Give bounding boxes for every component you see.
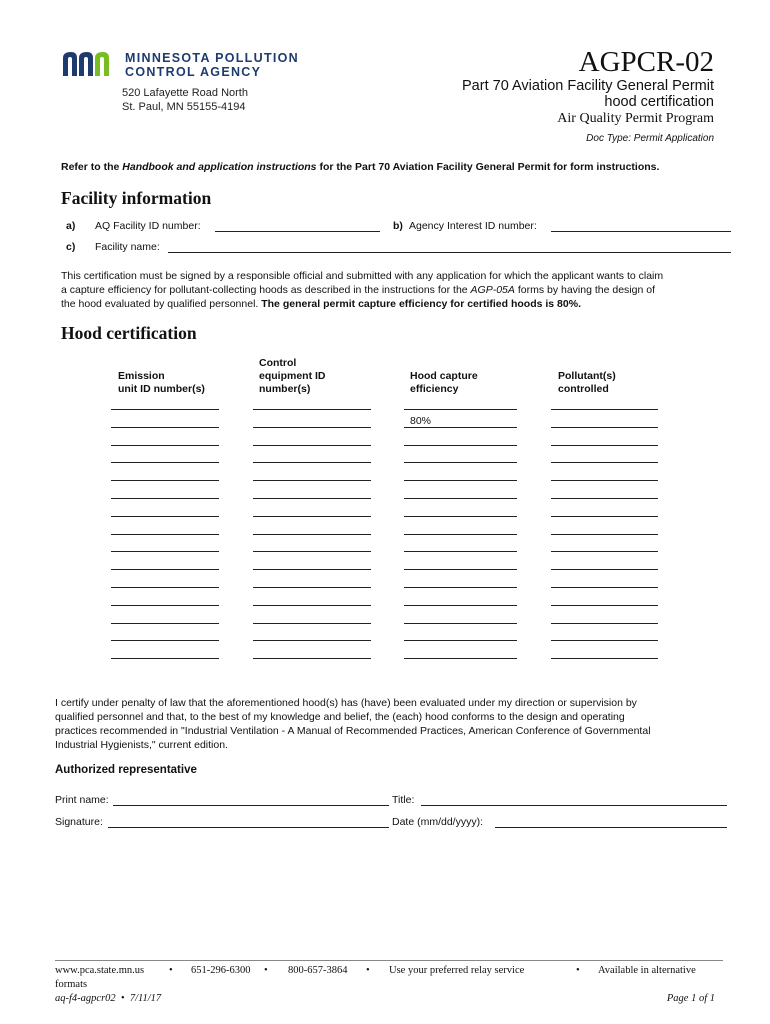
agency-interest-id-label: Agency Interest ID number: xyxy=(409,220,537,232)
capture-efficiency-input[interactable] xyxy=(404,427,517,428)
capture-efficiency-input[interactable] xyxy=(404,605,517,606)
emission-unit-input[interactable] xyxy=(111,427,219,428)
agency-name-line2: CONTROL AGENCY xyxy=(125,65,262,79)
facility-paragraph-line2: a capture efficiency for pollutant-collecting hoods as described in the instructions for the AGP-05A forms by having the design of xyxy=(61,284,655,296)
pollutant-input[interactable] xyxy=(551,587,658,588)
capture-efficiency-input[interactable] xyxy=(404,409,517,410)
facility-name-input[interactable] xyxy=(168,252,731,253)
control-equipment-input[interactable] xyxy=(253,409,371,410)
agency-name xyxy=(125,51,299,79)
footer-doc-code: aq-f4-agpcr02 • 7/11/17 xyxy=(55,993,162,1004)
agency-address xyxy=(122,86,248,114)
date-label: Date (mm/dd/yyyy): xyxy=(392,816,484,828)
pollutant-input[interactable] xyxy=(551,534,658,535)
pollutant-input[interactable] xyxy=(551,551,658,552)
pollutant-input[interactable] xyxy=(551,409,658,410)
capture-efficiency-input[interactable] xyxy=(404,640,517,641)
program-name: Air Quality Permit Program xyxy=(557,111,714,126)
capture-efficiency-input[interactable] xyxy=(404,445,517,446)
emission-unit-input[interactable] xyxy=(111,409,219,410)
control-equipment-input[interactable] xyxy=(253,587,371,588)
doc-type: Doc Type: Permit Application xyxy=(586,133,714,144)
print-name-input[interactable] xyxy=(113,805,389,806)
footer-bullet: • xyxy=(264,965,268,976)
control-equipment-input[interactable] xyxy=(253,445,371,446)
title-label: Title: xyxy=(392,794,415,806)
facility-name-label: Facility name: xyxy=(95,241,160,253)
aq-facility-id-input[interactable] xyxy=(215,231,380,232)
col-header-capture-efficiency: Hood capture efficiency xyxy=(410,370,478,395)
footer-divider xyxy=(55,960,723,961)
pollutant-input[interactable] xyxy=(551,658,658,659)
pollutant-input[interactable] xyxy=(551,498,658,499)
footer-phone1: 651-296-6300 xyxy=(191,965,251,976)
form-title-line1: Part 70 Aviation Facility General Permit xyxy=(462,78,714,94)
certification-statement: I certify under penalty of law that the aforementioned hood(s) has (have) been evaluated under my direction or supervision by qualified personnel and that, to the best of my knowledge and belief, the (each) hood conforms to the design and operating practices recommended in "Industrial Ventilation - A Manual of Recommended Practices, American Conference of Governmental Industrial Hygienists," current edition. xyxy=(55,697,651,751)
field-b-key: b) xyxy=(393,220,403,232)
default-efficiency-value: 80% xyxy=(410,415,432,427)
mpca-logo-icon xyxy=(61,50,121,78)
field-c-key: c) xyxy=(66,241,76,253)
pollutant-input[interactable] xyxy=(551,605,658,606)
capture-efficiency-input[interactable] xyxy=(404,462,517,463)
pollutant-input[interactable] xyxy=(551,569,658,570)
form-id: AGPCR-02 xyxy=(578,46,714,78)
pollutant-input[interactable] xyxy=(551,623,658,624)
footer-bullet: • xyxy=(169,965,173,976)
facility-heading: Facility information xyxy=(61,188,212,208)
agency-name-line1: MINNESOTA POLLUTION xyxy=(125,51,299,65)
instructions-note xyxy=(61,161,659,173)
pollutant-input[interactable] xyxy=(551,445,658,446)
footer-relay: Use your preferred relay service xyxy=(389,965,525,976)
footer-alt-formats-2: formats xyxy=(55,979,88,990)
control-equipment-input[interactable] xyxy=(253,623,371,624)
emission-unit-input[interactable] xyxy=(111,498,219,499)
control-equipment-input[interactable] xyxy=(253,569,371,570)
emission-unit-input[interactable] xyxy=(111,445,219,446)
form-title-line2: hood certification xyxy=(604,94,714,110)
footer-alt-formats-1: Available in alternative xyxy=(598,965,696,976)
field-a-key: a) xyxy=(66,220,76,232)
agency-logo xyxy=(61,50,121,78)
capture-efficiency-input[interactable] xyxy=(404,551,517,552)
emission-unit-input[interactable] xyxy=(111,462,219,463)
authorized-heading: Authorized representative xyxy=(55,764,197,776)
capture-efficiency-input[interactable] xyxy=(404,587,517,588)
control-equipment-input[interactable] xyxy=(253,427,371,428)
control-equipment-input[interactable] xyxy=(253,640,371,641)
footer-bullet: • xyxy=(366,965,370,976)
footer-bullet: • xyxy=(576,965,580,976)
agency-interest-id-input[interactable] xyxy=(551,231,731,232)
pollutant-input[interactable] xyxy=(551,640,658,641)
pollutant-input[interactable] xyxy=(551,516,658,517)
capture-efficiency-input[interactable] xyxy=(404,658,517,659)
control-equipment-input[interactable] xyxy=(253,534,371,535)
pollutant-input[interactable] xyxy=(551,480,658,481)
capture-efficiency-input[interactable] xyxy=(404,516,517,517)
instructions-handbook-link: Handbook and application instructions xyxy=(122,161,317,173)
signature-label: Signature: xyxy=(55,816,103,828)
control-equipment-input[interactable] xyxy=(253,551,371,552)
hood-heading: Hood certification xyxy=(61,323,197,343)
page-number: Page 1 of 1 xyxy=(666,993,715,1004)
emission-unit-input[interactable] xyxy=(111,480,219,481)
control-equipment-input[interactable] xyxy=(253,480,371,481)
col-header-emission-unit: Emission unit ID number(s) xyxy=(118,370,205,395)
col-header-control-equipment: Control equipment ID number(s) xyxy=(259,357,326,395)
capture-efficiency-input[interactable] xyxy=(404,569,517,570)
emission-unit-input[interactable] xyxy=(111,605,219,606)
emission-unit-input[interactable] xyxy=(111,640,219,641)
emission-unit-input[interactable] xyxy=(111,551,219,552)
pollutant-input[interactable] xyxy=(551,427,658,428)
pollutant-input[interactable] xyxy=(551,462,658,463)
emission-unit-input[interactable] xyxy=(111,587,219,588)
aq-facility-id-label: AQ Facility ID number: xyxy=(95,220,201,232)
footer-phone2: 800-657-3864 xyxy=(288,965,348,976)
control-equipment-input[interactable] xyxy=(253,462,371,463)
emission-unit-input[interactable] xyxy=(111,658,219,659)
control-equipment-input[interactable] xyxy=(253,498,371,499)
control-equipment-input[interactable] xyxy=(253,658,371,659)
facility-paragraph xyxy=(61,269,721,311)
emission-unit-input[interactable] xyxy=(111,623,219,624)
date-input[interactable] xyxy=(495,827,727,828)
print-name-label: Print name: xyxy=(55,794,109,806)
emission-unit-input[interactable] xyxy=(111,516,219,517)
signature-input[interactable] xyxy=(108,827,389,828)
control-equipment-input[interactable] xyxy=(253,605,371,606)
instructions-suffix: for the Part 70 Aviation Facility General Permit for form instructions. xyxy=(316,161,660,173)
capture-efficiency-input[interactable] xyxy=(404,534,517,535)
col-header-pollutants: Pollutant(s) controlled xyxy=(558,370,616,395)
footer-website[interactable]: www.pca.state.mn.us xyxy=(55,965,145,976)
address-line2: St. Paul, MN 55155-4194 xyxy=(122,101,246,113)
capture-efficiency-input[interactable] xyxy=(404,623,517,624)
control-equipment-input[interactable] xyxy=(253,516,371,517)
facility-paragraph-line1: This certification must be signed by a responsible official and submitted with any application for which the applicant wants to claim xyxy=(61,270,664,282)
title-input[interactable] xyxy=(421,805,727,806)
capture-efficiency-input[interactable] xyxy=(404,480,517,481)
facility-paragraph-line3: the hood evaluated by qualified personnel. The general permit capture efficiency for certified hoods is 80%. xyxy=(61,298,581,310)
instructions-prefix: Refer to the xyxy=(61,161,123,173)
capture-efficiency-input[interactable] xyxy=(404,498,517,499)
emission-unit-input[interactable] xyxy=(111,569,219,570)
emission-unit-input[interactable] xyxy=(111,534,219,535)
address-line1: 520 Lafayette Road North xyxy=(122,87,248,99)
